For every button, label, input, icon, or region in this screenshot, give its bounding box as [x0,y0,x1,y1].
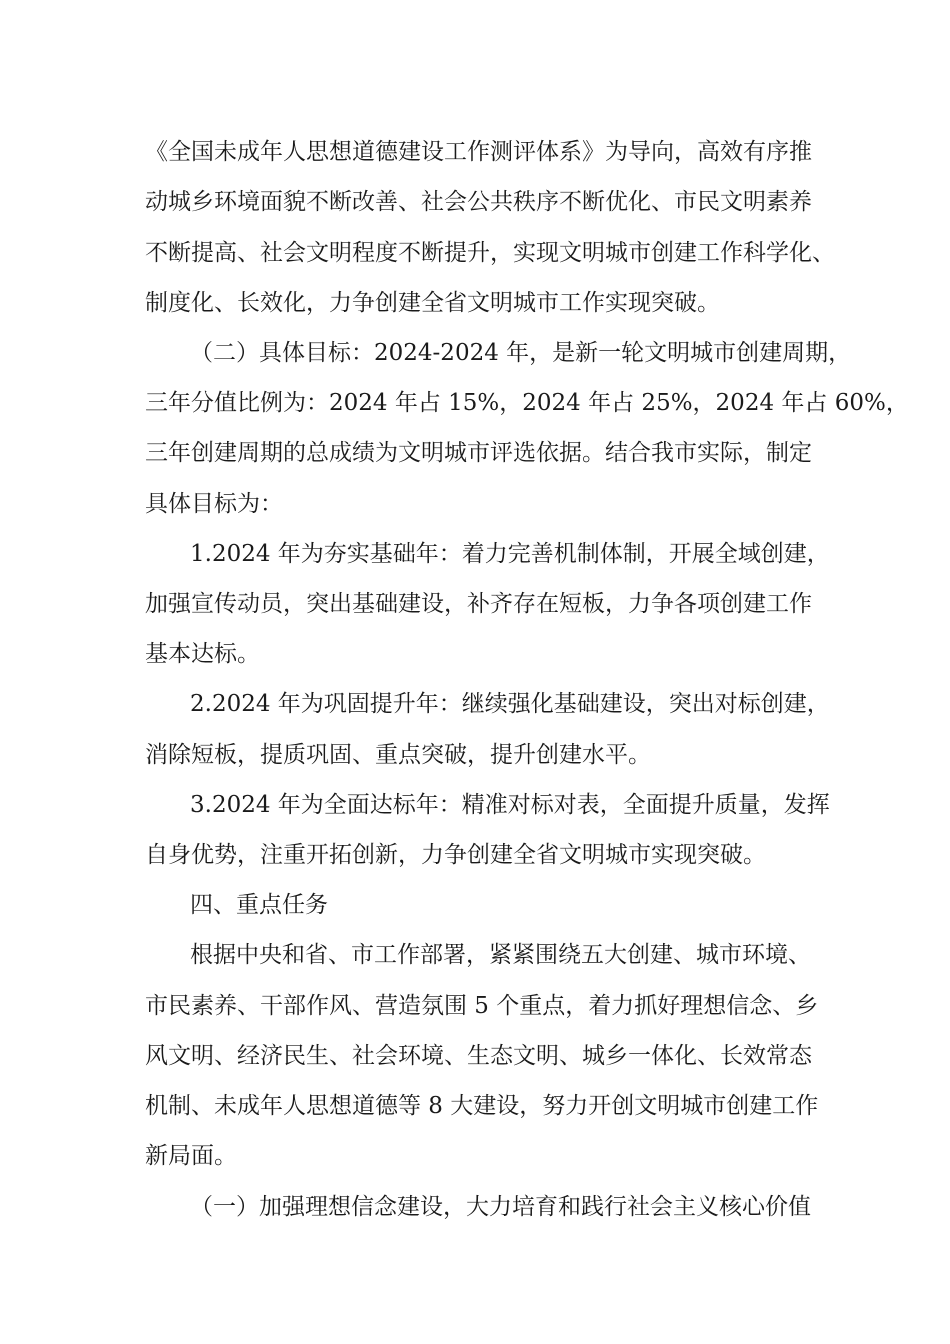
text-line: 风文明、经济民生、社会环境、生态文明、城乡一体化、长效常态 [145,1043,812,1069]
text-line: 具体目标为： [145,491,283,517]
text-line: （二）具体目标：2024-2024 年，是新一轮文明城市创建周期， [190,340,852,366]
section-heading: 四、重点任务 [190,892,328,918]
text-line: 制度化、长效化，力争创建全省文明城市工作实现突破。 [145,290,720,316]
text-line: 基本达标。 [145,641,260,667]
text-line: 3.2024 年为全面达标年：精准对标对表，全面提升质量，发挥 [190,792,830,818]
text-line: 动城乡环境面貌不断改善、社会公共秩序不断优化、市民文明素养 [145,189,812,215]
text-line: 加强宣传动员，突出基础建设，补齐存在短板，力争各项创建工作 [145,591,812,617]
text-line: 不断提高、社会文明程度不断提升，实现文明城市创建工作科学化、 [145,240,835,266]
text-line: 三年创建周期的总成绩为文明城市评选依据。结合我市实际，制定 [145,440,812,466]
text-line: 2.2024 年为巩固提升年：继续强化基础建设，突出对标创建， [190,691,830,717]
text-line: 机制、未成年人思想道德等 8 大建设，努力开创文明城市创建工作 [145,1093,819,1119]
text-line: 消除短板，提质巩固、重点突破，提升创建水平。 [145,742,651,768]
text-line: （一）加强理想信念建设，大力培育和践行社会主义核心价值 [190,1194,811,1220]
text-line: 根据中央和省、市工作部署，紧紧围绕五大创建、城市环境、 [190,942,811,968]
text-line: 新局面。 [145,1143,237,1169]
text-line: 1.2024 年为夯实基础年：着力完善机制体制，开展全域创建， [190,541,830,567]
text-line: 三年分值比例为：2024 年占 15%，2024 年占 25%，2024 年占 60%， [145,390,909,416]
text-line: 《全国未成年人思想道德建设工作测评体系》为导向，高效有序推 [145,139,812,165]
text-line: 市民素养、干部作风、营造氛围 5 个重点，着力抓好理想信念、乡 [145,993,819,1019]
text-line: 自身优势，注重开拓创新，力争创建全省文明城市实现突破。 [145,842,766,868]
